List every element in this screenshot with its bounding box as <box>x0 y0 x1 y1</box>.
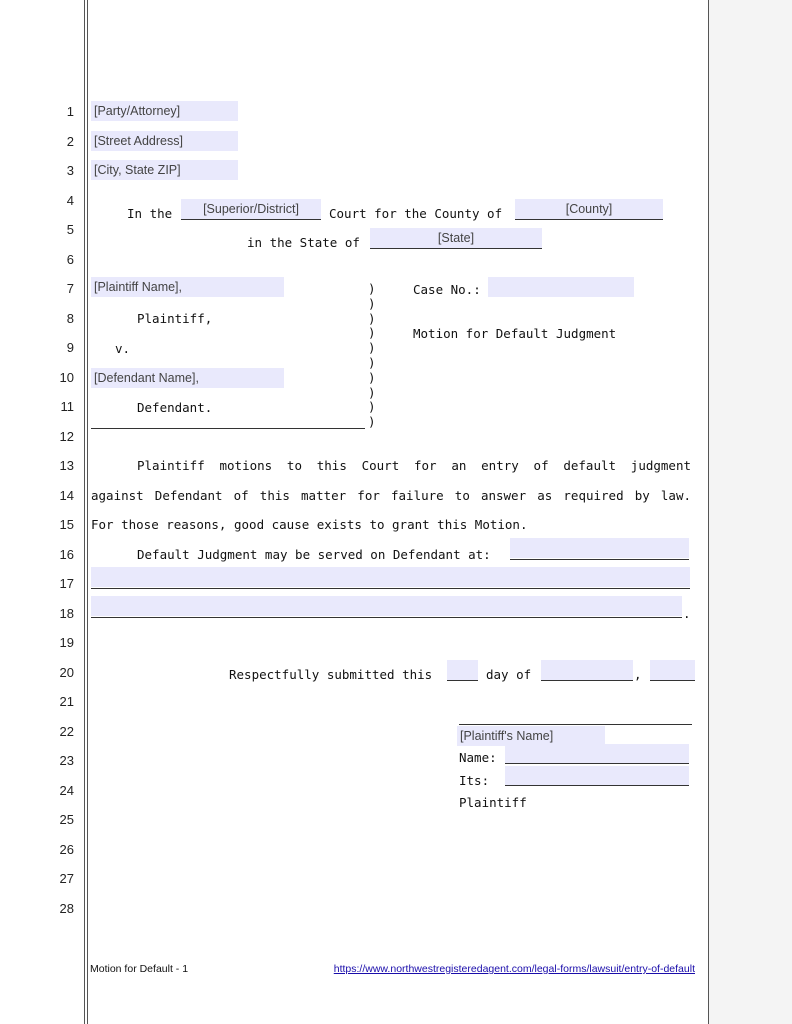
line-number: 10 <box>59 369 74 385</box>
line-number: 13 <box>59 458 74 473</box>
line-number: 14 <box>59 487 74 503</box>
line-number: 11 <box>60 399 74 414</box>
line-number: 8 <box>66 310 74 326</box>
line-number: 3 <box>66 163 74 178</box>
line-number: 7 <box>66 281 74 296</box>
line-number: 24 <box>59 782 74 798</box>
caption-paren: ) <box>368 340 376 356</box>
defendant-name-field[interactable]: [Defendant Name], <box>91 368 284 388</box>
footer-link[interactable]: https://www.northwestregisteredagent.com/legal-forms/lawsuit/entry-of-default <box>333 963 695 975</box>
county-underline <box>515 219 663 220</box>
service-address-field-2[interactable] <box>91 567 690 587</box>
plaintiff-name-field[interactable]: [Plaintiff Name], <box>91 277 284 297</box>
caption-paren: ) <box>368 325 376 341</box>
line-number: 22 <box>59 723 74 739</box>
street-address-field[interactable]: [Street Address] <box>91 131 238 151</box>
plaintiffs-name-field[interactable]: [Plaintiff's Name] <box>457 726 605 746</box>
year-field[interactable] <box>650 660 695 680</box>
service-address-underline-3 <box>91 617 682 618</box>
line-number: 16 <box>59 546 74 562</box>
date-comma: , <box>634 667 642 682</box>
line-number: 17 <box>59 576 74 591</box>
line-number: 15 <box>59 517 74 532</box>
versus-text: v. <box>115 341 131 356</box>
case-number-field[interactable] <box>488 277 634 297</box>
caption-bottom-line <box>91 428 365 429</box>
court-for-county-text: Court for the County of <box>329 206 503 221</box>
line-number: 6 <box>66 251 74 267</box>
name-underline <box>505 763 689 764</box>
its-field[interactable] <box>505 766 689 786</box>
name-field[interactable] <box>505 744 689 764</box>
caption-paren: ) <box>368 281 376 296</box>
para1-line1: Plaintiff motions to this Court for an entry of default judgment <box>137 458 691 473</box>
left-margin-line <box>84 0 85 1024</box>
line-number: 4 <box>66 192 74 208</box>
line-number: 25 <box>59 812 74 827</box>
respectfully-text: Respectfully submitted this <box>229 667 433 682</box>
city-state-zip-field[interactable]: [City, State ZIP] <box>91 160 238 180</box>
caption-paren: ) <box>368 399 376 415</box>
caption-paren: ) <box>368 384 376 400</box>
defendant-label: Defendant. <box>137 400 213 415</box>
line-number: 9 <box>66 340 74 355</box>
line-number: 1 <box>66 104 74 119</box>
line-number: 2 <box>66 133 74 149</box>
service-address-field-3[interactable] <box>91 596 682 616</box>
service-address-underline-2 <box>91 588 690 589</box>
line-number: 28 <box>59 900 74 916</box>
line-number: 20 <box>59 664 74 680</box>
court-type-field[interactable]: [Superior/District] <box>181 199 321 219</box>
month-field[interactable] <box>541 660 633 680</box>
service-address-field-1[interactable] <box>510 538 689 558</box>
line-number: 19 <box>59 635 74 650</box>
month-underline <box>541 680 633 681</box>
caption-paren: ) <box>368 414 376 430</box>
in-the-text: In the <box>127 206 173 221</box>
case-no-label: Case No.: <box>413 282 481 297</box>
its-underline <box>505 785 689 786</box>
service-address-period: . <box>683 606 691 621</box>
caption-paren: ) <box>368 295 376 311</box>
role-label: Plaintiff <box>459 795 527 810</box>
name-label: Name: <box>459 750 497 765</box>
line-number: 27 <box>59 871 74 886</box>
state-field[interactable]: [State] <box>370 228 542 248</box>
line-number: 21 <box>59 694 74 709</box>
caption-paren: ) <box>368 355 376 370</box>
line-number: 5 <box>66 222 74 237</box>
in-state-text: in the State of <box>247 235 360 250</box>
caption-paren: ) <box>368 310 376 326</box>
served-at-text: Default Judgment may be served on Defendant at: <box>137 547 491 562</box>
footer-page-label: Motion for Default - 1 <box>90 963 189 975</box>
para1-line2: against Defendant of this matter for failure to answer as required by law. <box>91 488 691 503</box>
signature-line <box>459 724 692 725</box>
document-title: Motion for Default Judgment <box>413 326 617 341</box>
court-type-underline <box>181 219 321 220</box>
day-underline <box>447 680 478 681</box>
its-label: Its: <box>459 773 490 788</box>
party-attorney-field[interactable]: [Party/Attorney] <box>91 101 238 121</box>
para1-line3: For those reasons, good cause exists to grant this Motion. <box>91 517 528 532</box>
line-number: 18 <box>59 605 74 621</box>
county-field[interactable]: [County] <box>515 199 663 219</box>
line-number: 23 <box>59 753 74 768</box>
day-field[interactable] <box>447 660 478 680</box>
service-address-underline-1 <box>510 559 689 560</box>
left-margin-line-inner <box>87 0 88 1024</box>
line-number: 12 <box>59 428 74 444</box>
line-number: 26 <box>59 841 74 857</box>
day-of-text: day of <box>486 667 532 682</box>
year-underline <box>650 680 695 681</box>
state-underline <box>370 248 542 249</box>
plaintiff-label: Plaintiff, <box>137 311 213 326</box>
caption-paren: ) <box>368 369 376 385</box>
